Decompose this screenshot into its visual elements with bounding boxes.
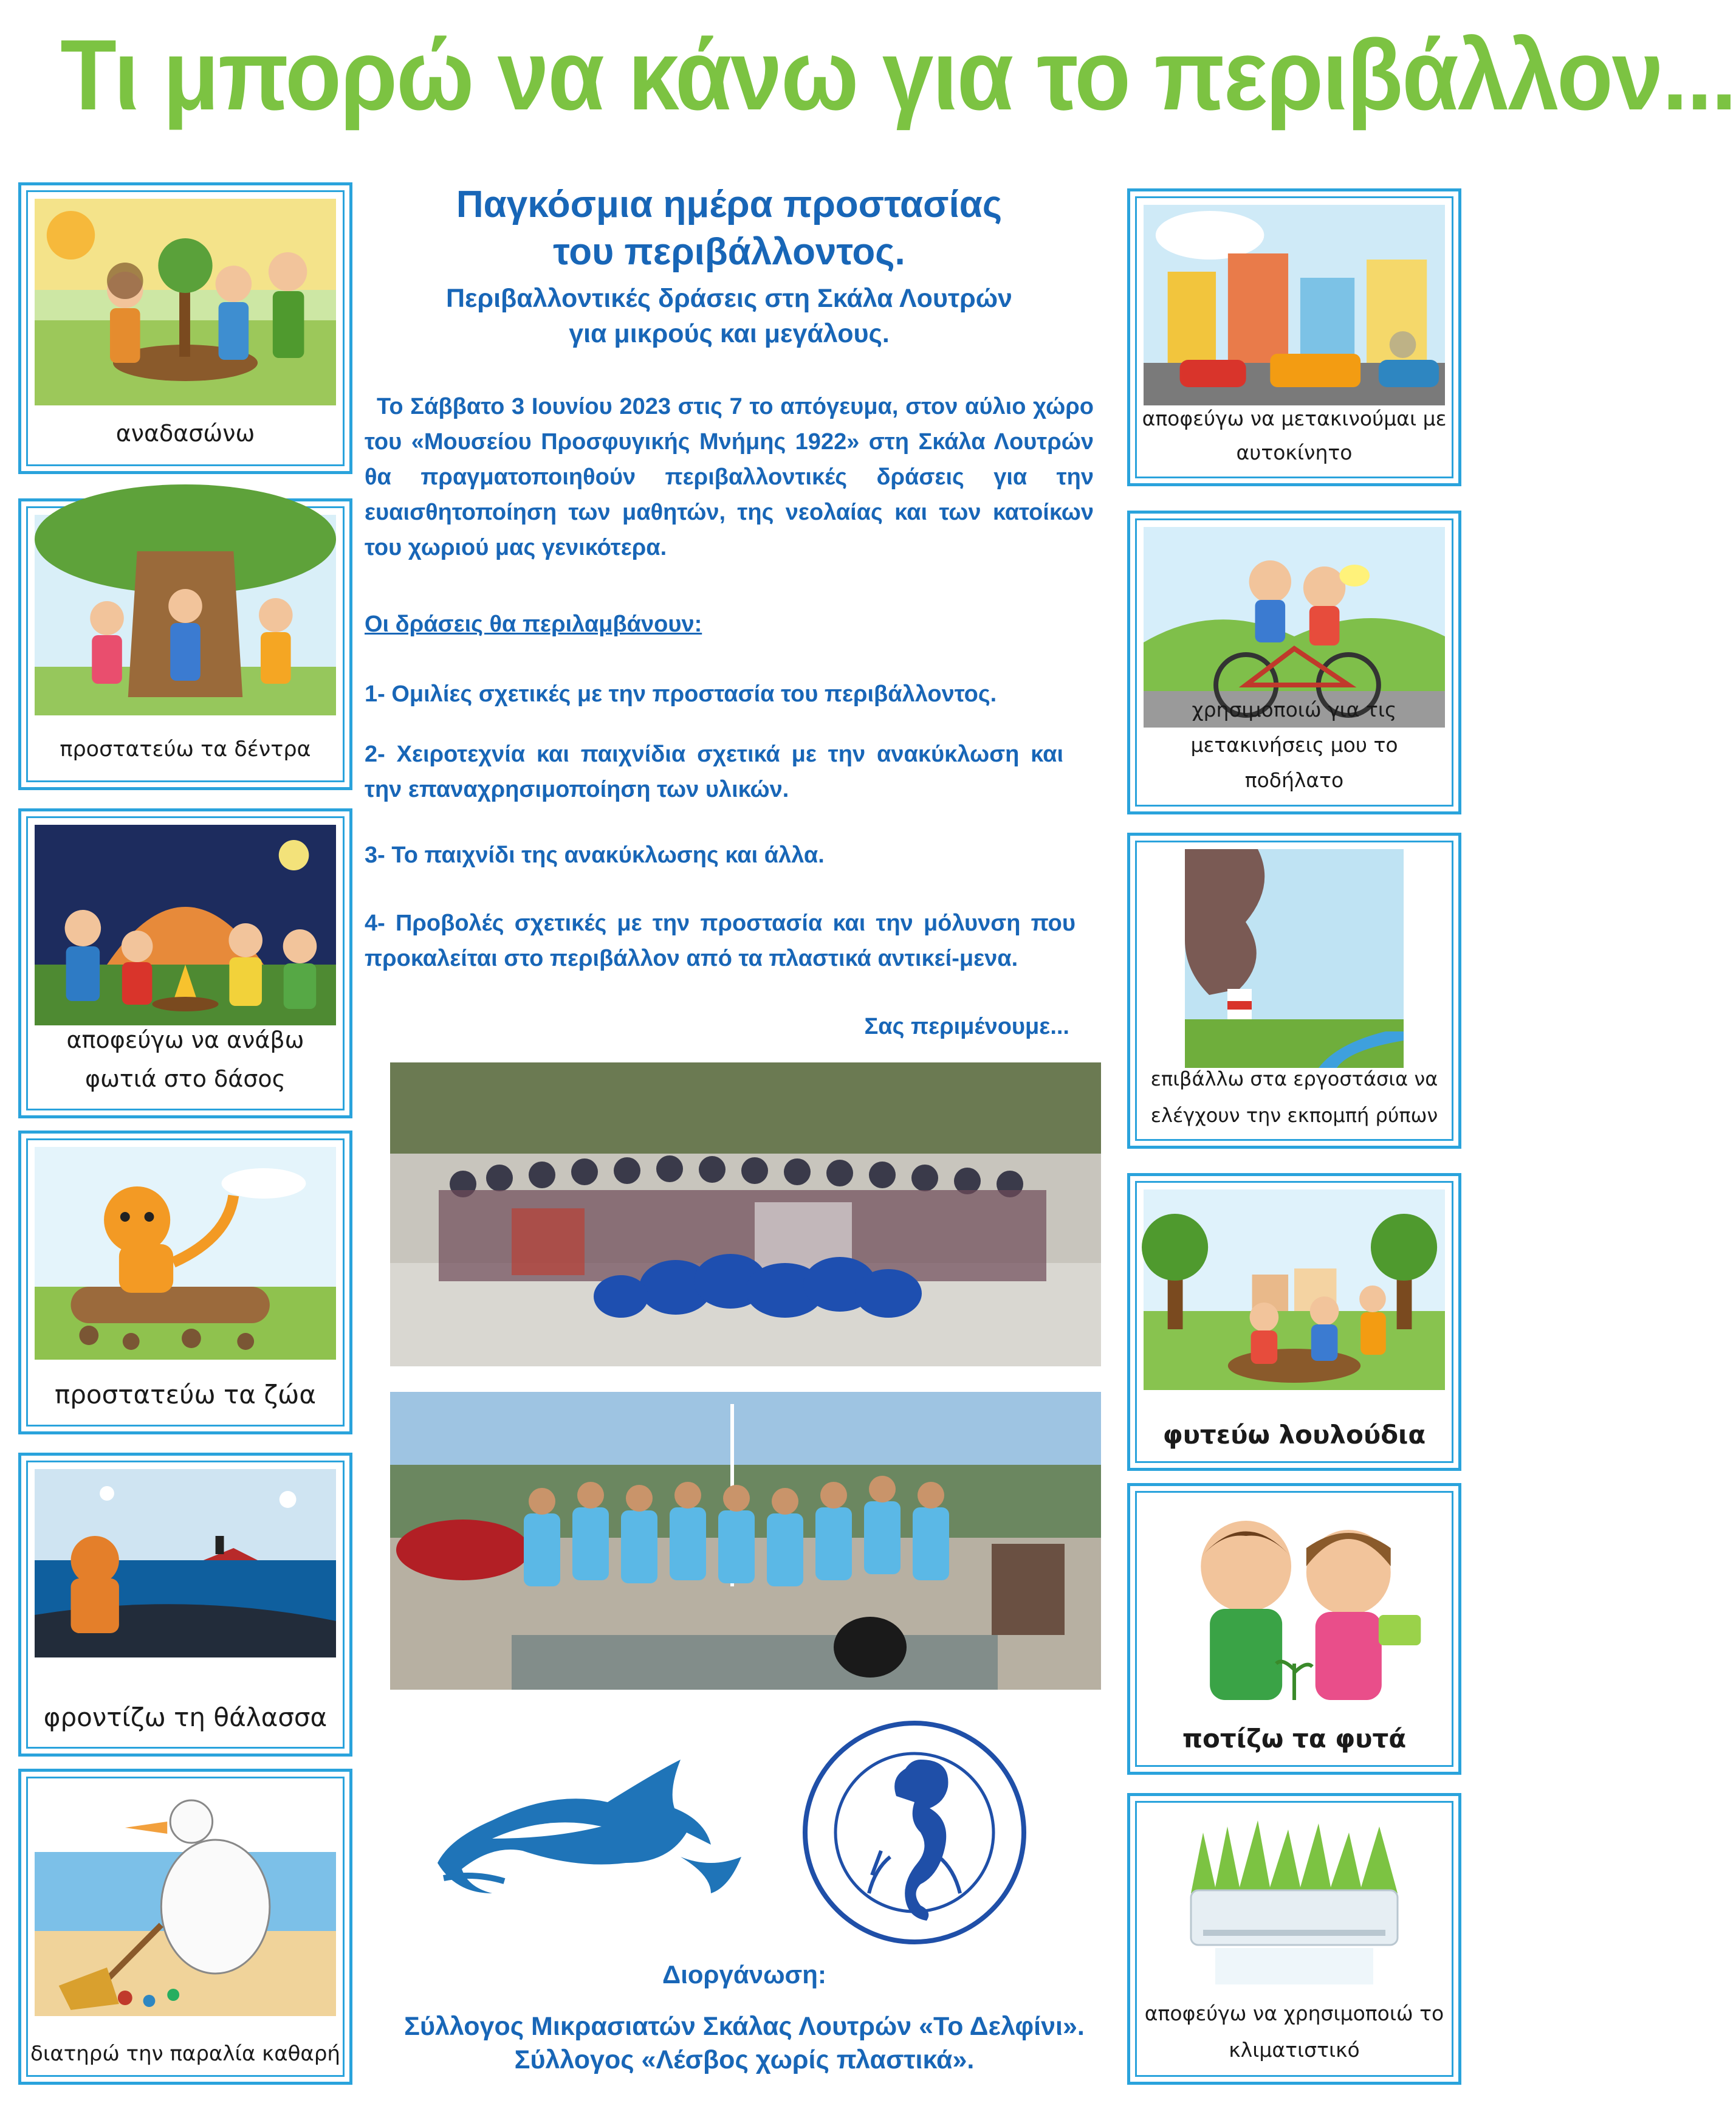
organizer-label: Διοργάνωση: <box>662 1960 826 1989</box>
dolphin-logo <box>425 1747 753 1899</box>
card-plant-flowers <box>1127 1173 1461 1471</box>
seahorse-seal-icon <box>799 1717 1030 1948</box>
card-clean-beach <box>18 1769 352 2085</box>
group-photo-icon <box>390 1062 1101 1366</box>
card-reforest <box>18 182 352 474</box>
sub-heading-line-2: για μικρούς και μεγάλους. <box>569 319 890 348</box>
sub-heading <box>365 281 1094 351</box>
card-care-sea <box>18 1453 352 1757</box>
kids-gardening-icon <box>1144 1189 1445 1390</box>
main-heading <box>365 181 1094 276</box>
action-item: 2- Χειροτεχνία και παιχνίδια σχετικά με την ανακύκλωση και την επαναχρησιμοποίηση των υλικών. <box>365 742 1063 802</box>
card-caption: επιβάλλω στα εργοστάσια να ελέγχουν την εκπομπή ρύπων <box>1150 1067 1438 1127</box>
card-water-plants <box>1127 1483 1461 1775</box>
air-conditioner-plants-icon <box>1179 1814 1410 1997</box>
card-caption: προστατεύω τα δέντρα <box>60 737 311 762</box>
kids-watering-plant-icon <box>1144 1499 1445 1700</box>
action-item: 4- Προβολές σχετικές με την προστασία και την μόλυνση που προκαλείται στο περιβάλλον από τα πλαστικά αντικεί-μενα. <box>365 910 1076 971</box>
city-traffic-icon <box>1144 205 1445 405</box>
kids-hugging-tree-icon <box>35 515 336 715</box>
action-item: 1- Ομιλίες σχετικές με την προστασία του περιβάλλοντος. <box>365 681 997 707</box>
factory-smoke-icon <box>1185 849 1404 1068</box>
bird-sweeping-beach-icon <box>35 1785 336 2016</box>
card-protect-trees <box>18 498 352 790</box>
lesvos-plastic-free-seal <box>799 1717 1030 1948</box>
dolphin-icon <box>425 1747 753 1899</box>
group-photo-beach <box>390 1392 1101 1690</box>
page-title: Τι μπορώ να κάνω για το περιβάλλον... <box>60 19 1736 131</box>
organizer-line-2: Σύλλογος «Λέσβος χωρίς πλαστικά». <box>514 2045 975 2074</box>
kids-planting-tree-icon <box>35 199 336 405</box>
card-caption: φυτεύω λουλούδια <box>1162 1420 1426 1450</box>
group-photo-icon <box>390 1392 1101 1690</box>
card-caption: διατηρώ την παραλία καθαρή <box>30 2042 340 2066</box>
card-avoid-ac <box>1127 1793 1461 2085</box>
card-factory-emissions <box>1127 833 1461 1149</box>
card-caption: ποτίζω τα φυτά <box>1182 1724 1407 1754</box>
card-no-fire <box>18 808 352 1118</box>
actions-heading: Οι δράσεις θα περιλαμβάνουν: <box>365 611 702 637</box>
card-caption: αποφεύγω να μετακινούμαι με αυτοκίνητο <box>1142 407 1447 464</box>
closing-text: Σας περιμένουμε... <box>864 1014 1069 1039</box>
organizer-line-1: Σύλλογος Μικρασιατών Σκάλας Λουτρών «Το Δελφίνι». <box>404 2012 1085 2041</box>
action-item: 3- Το παιχνίδι της ανακύκλωσης και άλλα. <box>365 842 825 868</box>
sub-heading-line-1: Περιβαλλοντικές δράσεις στη Σκάλα Λουτρών <box>446 284 1012 313</box>
card-caption: προστατεύω τα ζώα <box>54 1380 317 1409</box>
card-use-bicycle <box>1127 511 1461 814</box>
oil-spill-sea-icon <box>35 1469 336 1657</box>
intro-paragraph: Το Σάββατο 3 Ιουνίου 2023 στις 7 το απόγευμα, στον αύλιο χώρο του «Μουσείου Προσφυγικής Μνήμης 1922» στη Σκάλα Λουτρών θα πραγματοποιηθούν περιβαλλοντικές δράσεις για την ευαισθητοποίηση των μαθητών, της νεολαίας και των κατοίκων του χωριού μας γενικότερα. <box>365 394 1094 560</box>
tiger-on-log-icon <box>35 1147 336 1360</box>
card-caption: αποφεύγω να χρησιμοποιώ το κλιματιστικό <box>1144 2001 1444 2062</box>
card-protect-animals <box>18 1131 352 1434</box>
group-photo-bags <box>390 1062 1101 1366</box>
heading-line-2: του περιβάλλοντος. <box>553 231 905 273</box>
card-caption: χρησιμοποιώ για τις μετακινήσεις μου το ποδήλατο <box>1190 698 1398 792</box>
card-caption: αναδασώνω <box>115 420 255 447</box>
campfire-in-forest-icon <box>35 825 336 1025</box>
card-caption: φροντίζω τη θάλασσα <box>43 1702 328 1732</box>
card-avoid-car <box>1127 188 1461 486</box>
card-caption: αποφεύγω να ανάβω φωτιά στο δάσος <box>66 1027 304 1092</box>
heading-line-1: Παγκόσμια ημέρα προστασίας <box>456 184 1003 225</box>
